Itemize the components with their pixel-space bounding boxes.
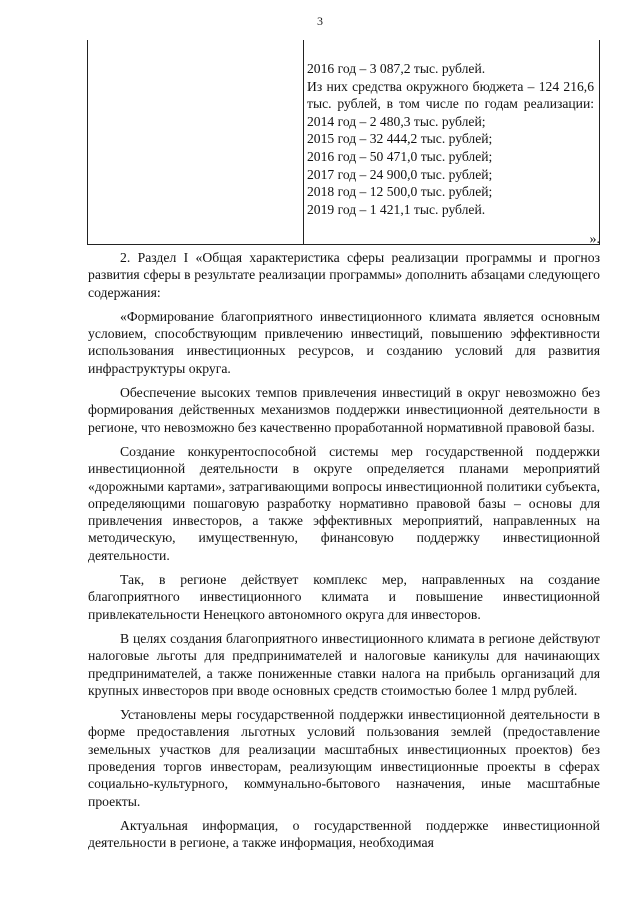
page-number: 3 bbox=[317, 14, 323, 28]
year-line: 2018 год – 12 500,0 тыс. рублей; bbox=[307, 184, 493, 200]
district-budget-text: Из них средства окружного бюджета – 124 216,6 тыс. рублей, в том числе по годам реализации: bbox=[307, 78, 594, 112]
year-line: 2017 год – 24 900,0 тыс. рублей; bbox=[307, 166, 493, 182]
paragraph: Актуальная информация, о государственной поддержке инвестиционной деятельности в регионе, а также информация, необходимая bbox=[88, 817, 600, 851]
table-column-divider bbox=[303, 40, 304, 244]
funding-line: 2016 год – 3 087,2 тыс. рублей. bbox=[307, 61, 486, 76]
year-line: 2014 год – 2 480,3 тыс. рублей; bbox=[307, 113, 486, 129]
year-line: 2015 год – 32 444,2 тыс. рублей; bbox=[307, 131, 493, 147]
paragraph: «Формирование благоприятного инвестиционного климата является основным условием, способствующим привлечению инвестиций, повышению эффективности использования инвестиционных ресурсов, и созданию условий для развития инфраструктуры округа. bbox=[88, 308, 600, 376]
year-line: 2016 год – 50 471,0 тыс. рублей; bbox=[307, 148, 493, 164]
funding-cell bbox=[307, 60, 594, 218]
paragraph: Обеспечение высоких темпов привлечения инвестиций в округ невозможно без формирования действенных механизмов поддержки инвестиционной деятельности в регионе, что невозможно без качественно проработанной нормативной правовой базы. bbox=[88, 385, 600, 435]
paragraph: Так, в регионе действует комплекс мер, направленных на создание благоприятного инвестиционного климата и повышение инвестиционной привлекательности Ненецкого автономного округа для инвесторов. bbox=[88, 572, 600, 622]
funding-table bbox=[87, 40, 600, 245]
paragraph-section-amendment: 2. Раздел I «Общая характеристика сферы реализации программы и прогноз развития сферы в результате реализации программы» дополнить абзацами следующего содержания: bbox=[88, 250, 600, 300]
paragraph: В целях создания благоприятного инвестиционного климата в регионе действуют налоговые льготы для предпринимателей и налоговые каникулы для начинающих предпринимателей, а также пониженные ставки налога на прибыль организаций для крупных инвесторов при вводе основных средств стоимостью более 1 млрд рублей. bbox=[88, 630, 600, 698]
table-border-left bbox=[87, 40, 88, 244]
table-border-right bbox=[599, 40, 600, 244]
year-line: 2019 год – 1 421,1 тыс. рублей. bbox=[307, 201, 486, 217]
closing-quote: ». bbox=[589, 232, 600, 247]
paragraph: Установлены меры государственной поддержки инвестиционной деятельности в форме предоставления льготных условий пользования землей (предоставление земельных участков для реализации масштабных инвестиционных проектов) без проведения торгов инвесторам, реализующим инвестиционные проекты в сферах социально-культурного, коммунально-бытового назначения, иные масштабные проекты. bbox=[88, 707, 600, 809]
document-body bbox=[88, 249, 600, 859]
paragraph: Создание конкурентоспособной системы мер государственной поддержки инвестиционной деятельности в округе определяется планами мероприятий «дорожными картами», затрагивающими вопросы инвестиционной политики субъекта, определяющими пошаговую разработку нормативно правовой базы – основы для привлечения инвесторов, а также эффективных мероприятий, направленных на методическую, имущественную, финансовую поддержку инвестиционной деятельности. bbox=[88, 443, 600, 563]
